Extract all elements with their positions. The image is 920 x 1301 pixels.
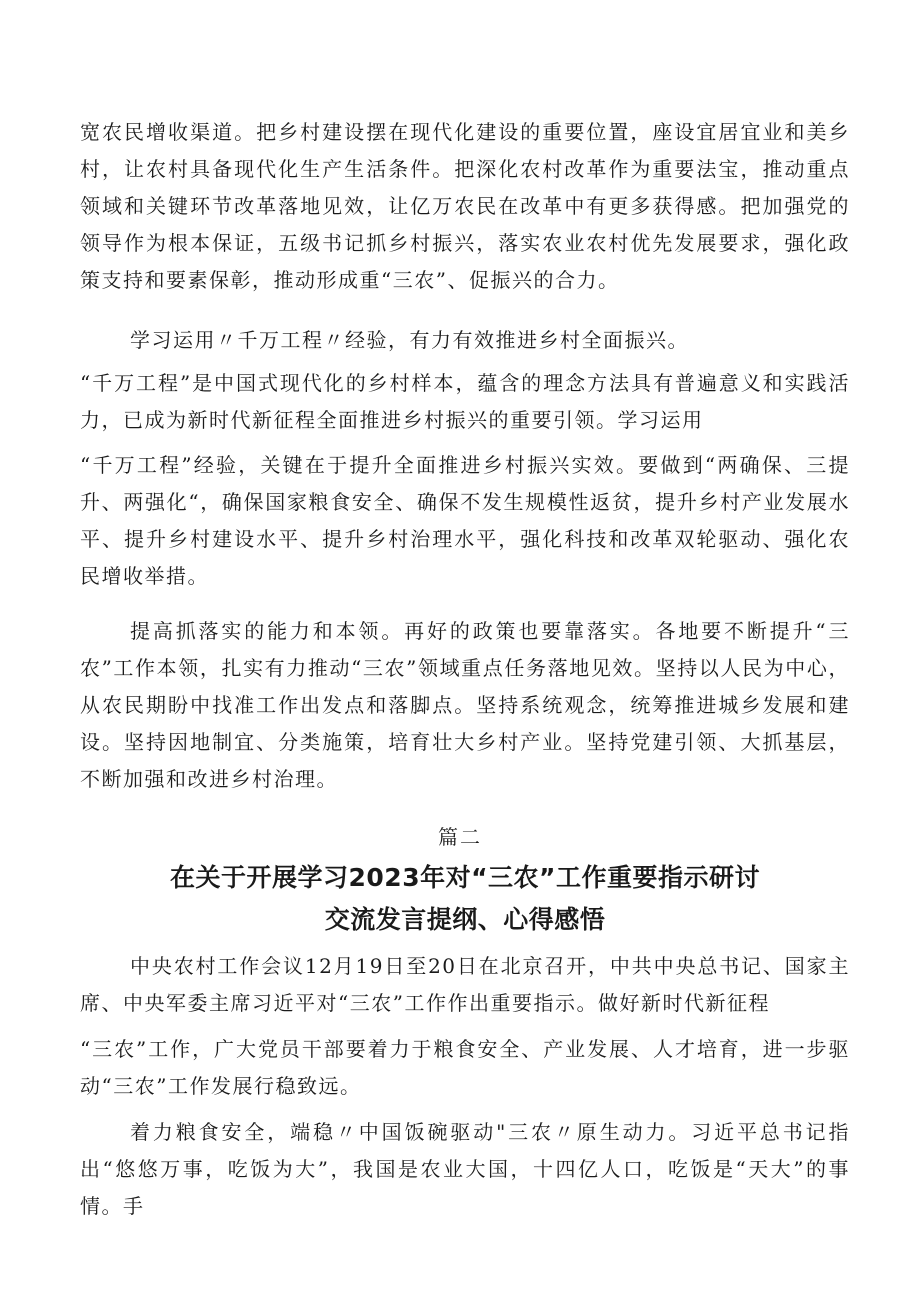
paragraph-implementation-ability: 提高抓落实的能力和本领。再好的政策也要靠落实。各地要不断提升“三农”工作本领，扎实有力推动“三农”领域重点任务落地见效。坚持以人民为中心，从农民期盼中找准工作出发点和落脚点。坚持系统观念，统筹推进城乡发展和建设。坚持因地制宜、分类施策，培育壮大乡村产业。坚持党建引领、大抓基层，不断加强和改进乡村治理。	[80, 619, 850, 791]
paragraph-qianwan-project-intro: “千万工程”是中国式现代化的乡村样本，蕴含的理念方法具有普遍意义和实践活力，已成为新时代新征程全面推进乡村振兴的重要引领。学习运用	[80, 371, 850, 432]
paragraph-party-members-focus: “三农”工作，广大党员干部要着力于粮食安全、产业发展、人才培育，进一步驱动“三农”工作发展行稳致远。	[80, 1037, 850, 1098]
paragraph-central-rural-work-conference: 中央农村工作会议12月19日至20日在北京召开，中共中央总书记、国家主席、中央军委主席习近平对“三农”工作作出重要指示。做好新时代新征程	[80, 954, 850, 1015]
document-title-line-1: 在关于开展学习2023年对“三农”工作重要指示研讨	[170, 863, 760, 892]
section-heading-qianwan-project: 学习运用〃千万工程〃经验，有力有效推进乡村全面振兴。	[130, 328, 689, 352]
paragraph-rural-construction: 宽农民增收渠道。把乡村建设摆在现代化建设的重要位置，座设宜居宜业和美乡村，让农村具备现代化生产生活条件。把深化农村改革作为重要法宝，推动重点领域和关键环节改革落地见效，让亿万农民在改革中有更多获得感。把加强党的领导作为根本保证，五级书记抓乡村振兴，落实农业农村优先发展要求，强化政策支持和要素保彰，推动形成重“三农”、促振兴的合力。	[80, 120, 850, 292]
document-title-line-2: 交流发言提纲、心得感悟	[324, 905, 606, 934]
section-label-part-two: 篇二	[438, 825, 482, 849]
paragraph-qianwan-project-experience: “千万工程”经验，关键在于提升全面推进乡村振兴实效。要做到“两确保、三提升、两强化“，确保国家粮食安全、确保不发生规模性返贫，提升乡村产业发展水平、提升乡村建设水平、提升乡村治理水平，强化科技和改革双轮驱动、强化农民增收举措。	[80, 453, 850, 588]
paragraph-food-security: 着力粮食安全，端稳〃中国饭碗驱动"三农〃原生动力。习近平总书记指出“悠悠万事，吃饭为大”，我国是农业大国，十四亿人口，吃饭是“天大”的事情。手	[80, 1120, 850, 1218]
